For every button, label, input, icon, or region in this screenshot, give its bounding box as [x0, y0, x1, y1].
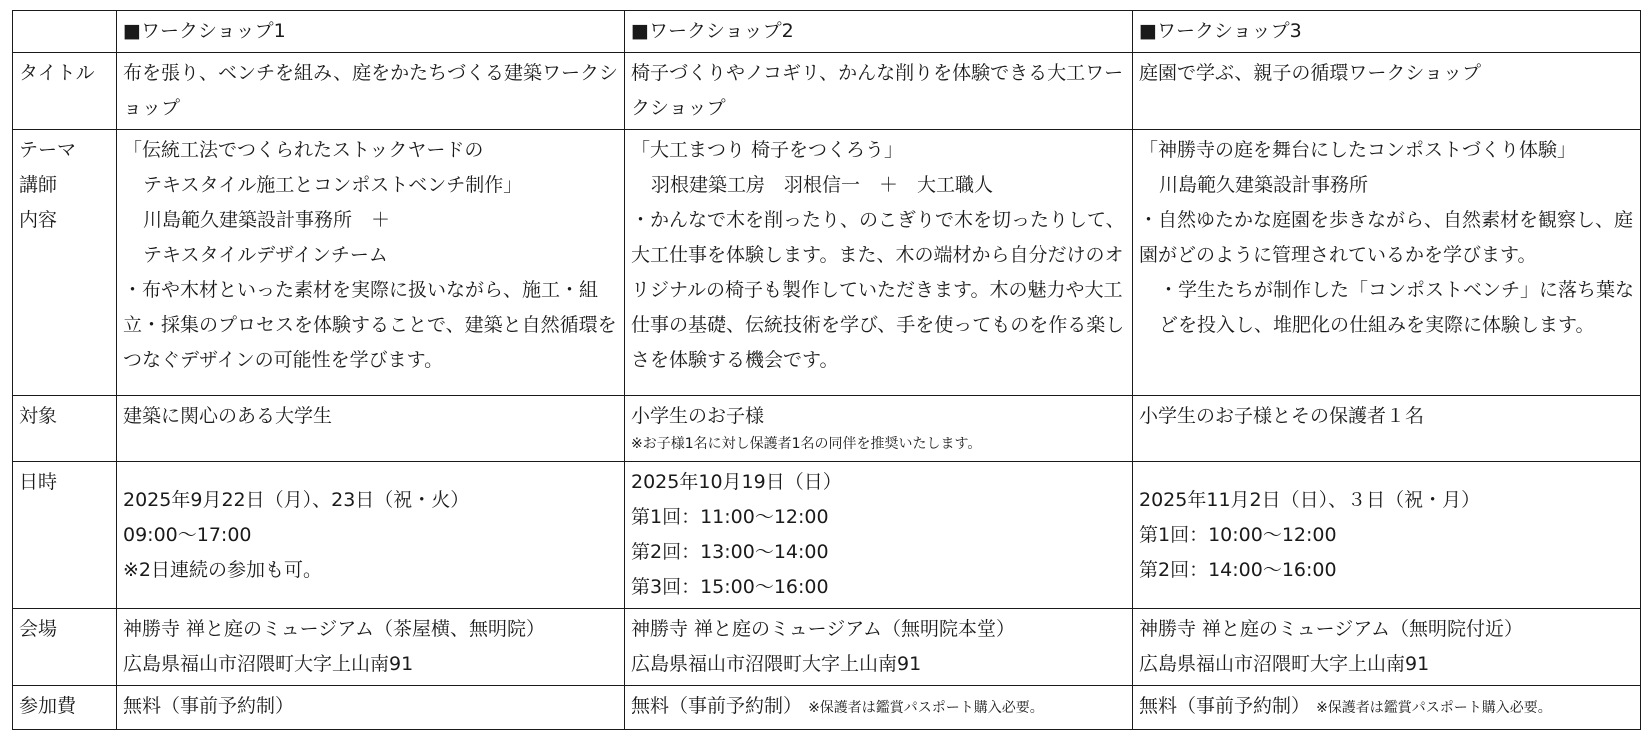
datetime-row — [13, 462, 1641, 609]
ws1-venue-cell — [117, 609, 625, 686]
ws1-fee: 無料（事前予約制） — [117, 686, 625, 730]
ws3-content: ・自然ゆたかな庭園を歩きながら、自然素材を観察し、庭園がどのように管理されているかを学びます。 — [1139, 209, 1634, 266]
ws1-address: 広島県福山市沼隈町大字上山南91 — [123, 653, 414, 675]
ws3-datetime-cell — [1133, 462, 1641, 609]
ws2-fee-cell — [625, 686, 1133, 730]
ws2-fee: 無料（事前予約制） — [631, 695, 803, 717]
header-row — [13, 11, 1641, 53]
ws2-fee-note: ※保護者は鑑賞パスポート購入必要。 — [808, 700, 1044, 716]
ws1-title-text: 布を張り、ベンチを組み、庭をかたちづくる建築ワークショップ — [123, 62, 618, 119]
ws3-venue: 神勝寺 禅と庭のミュージアム（無明院付近） — [1139, 618, 1523, 640]
ws1-note: ※2日連続の参加も可。 — [123, 558, 323, 581]
ws3-address: 広島県福山市沼隈町大字上山南91 — [1139, 653, 1430, 675]
ws1-date: 2025年9月22日（月）、23日（祝・火） — [123, 488, 470, 511]
label-fee: 参加費 — [13, 686, 117, 730]
ws2-date: 2025年10月19日（日） — [631, 471, 842, 493]
ws2-venue-cell — [625, 609, 1133, 686]
ws3-venue-cell — [1133, 609, 1641, 686]
ws2-session-2: 第2回：13:00～14:00 — [631, 541, 829, 563]
ws1-instructor: 川島範久建築設計事務所 ＋ — [143, 209, 391, 231]
ws3-title-text: 庭園で学ぶ、親子の循環ワークショップ — [1139, 62, 1482, 84]
ws3-theme: 「神勝寺の庭を舞台にしたコンポストづくり体験」 — [1139, 139, 1577, 161]
label-theme — [13, 130, 117, 396]
ws3-fee: 無料（事前予約制） — [1139, 695, 1311, 717]
ws2-title-text: 椅子づくりやノコギリ、かんな削りを体験できる大工ワークショップ — [631, 62, 1124, 119]
ws3-fee-note: ※保護者は鑑賞パスポート購入必要。 — [1316, 700, 1552, 716]
ws2-target: 小学生のお子様 — [631, 405, 765, 427]
ws1-time: 09:00～17:00 — [123, 523, 252, 546]
label-theme-1: テーマ — [19, 139, 77, 161]
ws2-theme-cell — [625, 130, 1133, 396]
ws2-title — [625, 53, 1133, 130]
ws2-address: 広島県福山市沼隈町大字上山南91 — [631, 653, 922, 675]
ws2-target-note: ※お子様1名に対し保護者1名の同伴を推奨いたします。 — [631, 436, 982, 452]
workshop-table — [12, 10, 1641, 730]
header-workshop-2: ■ワークショップ2 — [625, 11, 1133, 53]
ws3-instructor: 川島範久建築設計事務所 — [1159, 174, 1369, 196]
ws1-theme-2: テキスタイル施工とコンポストベンチ制作」 — [143, 174, 523, 196]
ws2-instructor: 羽根建築工房 羽根信一 ＋ 大工職人 — [651, 174, 994, 196]
target-row — [13, 396, 1641, 462]
ws1-target: 建築に関心のある大学生 — [117, 396, 625, 462]
header-workshop-1: ■ワークショップ1 — [117, 11, 625, 53]
ws3-fee-cell — [1133, 686, 1641, 730]
ws3-content-2: ・学生たちが制作した「コンポストベンチ」に落ち葉などを投入し、堆肥化の仕組みを実際に体験します。 — [1159, 279, 1635, 336]
ws2-target-cell — [625, 396, 1133, 462]
label-title: タイトル — [13, 53, 117, 130]
ws2-theme: 「大工まつり 椅子をつくろう」 — [631, 139, 904, 161]
ws2-session-3: 第3回：15:00～16:00 — [631, 576, 829, 598]
fee-row — [13, 686, 1641, 730]
ws3-theme-cell — [1133, 130, 1641, 396]
ws2-session-1: 第1回：11:00～12:00 — [631, 506, 829, 528]
ws3-title — [1133, 53, 1641, 130]
venue-row — [13, 609, 1641, 686]
title-row — [13, 53, 1641, 130]
ws1-datetime-cell — [117, 462, 625, 609]
ws1-title — [117, 53, 625, 130]
ws2-datetime-cell — [625, 462, 1133, 609]
ws3-target: 小学生のお子様とその保護者１名 — [1133, 396, 1641, 462]
ws3-session-1: 第1回：10:00～12:00 — [1139, 523, 1337, 546]
ws2-venue: 神勝寺 禅と庭のミュージアム（無明院本堂） — [631, 618, 1015, 640]
ws1-theme: 「伝統工法でつくられたストックヤードの — [123, 139, 484, 161]
ws1-theme-cell — [117, 130, 625, 396]
label-target: 対象 — [13, 396, 117, 462]
ws3-date: 2025年11月2日（日）、３日（祝・月） — [1139, 488, 1481, 511]
corner-cell — [13, 11, 117, 53]
ws1-instructor-2: テキスタイルデザインチーム — [143, 244, 388, 266]
ws3-session-2: 第2回：14:00～16:00 — [1139, 558, 1337, 581]
ws1-content: ・布や木材といった素材を実際に扱いながら、施工・組立・採集のプロセスを体験することで、建築と自然循環をつなぐデザインの可能性を学びます。 — [123, 279, 617, 371]
label-datetime: 日時 — [13, 462, 117, 609]
label-venue: 会場 — [13, 609, 117, 686]
theme-row — [13, 130, 1641, 396]
header-workshop-3: ■ワークショップ3 — [1133, 11, 1641, 53]
ws1-venue: 神勝寺 禅と庭のミュージアム（茶屋横、無明院） — [123, 618, 545, 640]
ws2-content: ・かんなで木を削ったり、のこぎりで木を切ったりして、大工仕事を体験します。また、木の端材から自分だけのオリジナルの椅子も製作していただきます。木の魅力や大工仕事の基礎、伝統技術を学び、手を使ってものを作る楽しさを体験する機会です。 — [631, 209, 1125, 371]
label-theme-2: 講師 — [19, 174, 58, 196]
label-theme-3: 内容 — [19, 209, 58, 231]
